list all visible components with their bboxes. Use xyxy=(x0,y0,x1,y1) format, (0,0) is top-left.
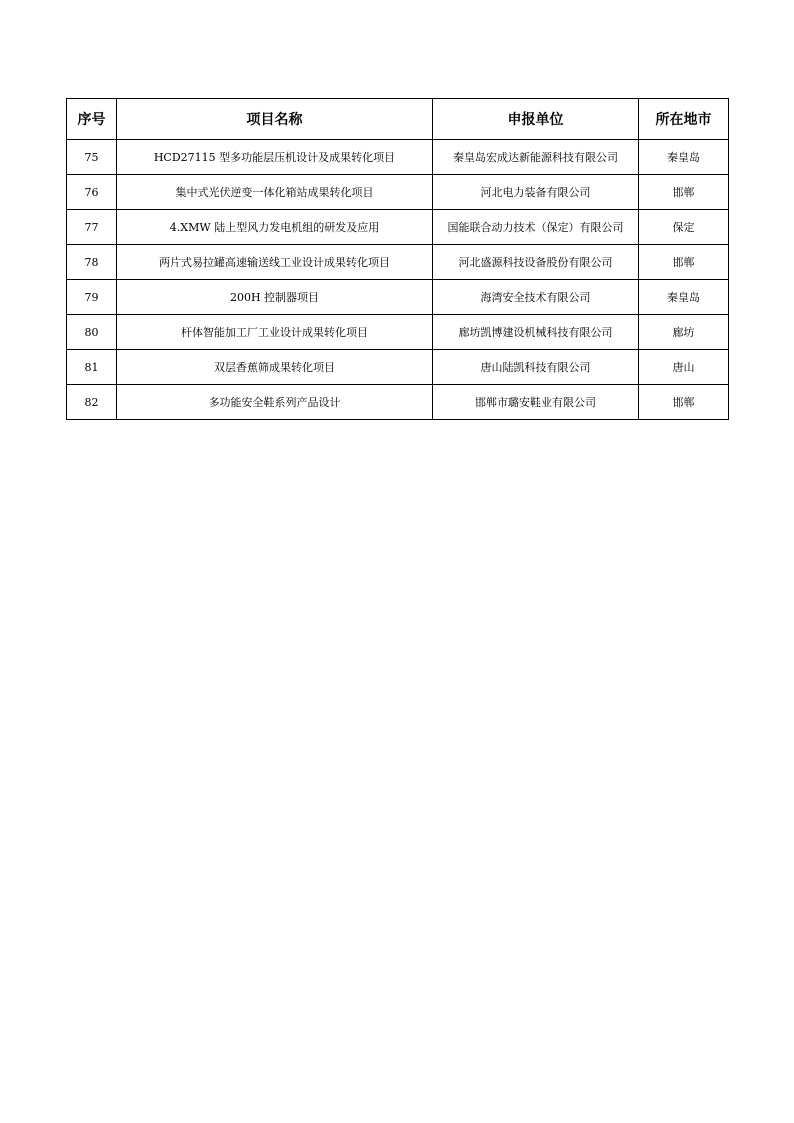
table-row xyxy=(67,210,729,245)
cell-unit: 海湾安全技术有限公司 xyxy=(433,280,639,315)
cell-project: 两片式易拉罐高速输送线工业设计成果转化项目 xyxy=(117,245,433,280)
table-row xyxy=(67,350,729,385)
cell-number: 82 xyxy=(67,385,117,420)
cell-unit: 河北电力装备有限公司 xyxy=(433,175,639,210)
cell-project: 多功能安全鞋系列产品设计 xyxy=(117,385,433,420)
cell-project: 双层香蕉筛成果转化项目 xyxy=(117,350,433,385)
cell-city: 邯郸 xyxy=(639,175,729,210)
header-row xyxy=(67,99,729,140)
table-header xyxy=(67,99,729,140)
cell-city: 邯郸 xyxy=(639,385,729,420)
cell-unit: 国能联合动力技术（保定）有限公司 xyxy=(433,210,639,245)
cell-unit: 秦皇岛宏成达新能源科技有限公司 xyxy=(433,140,639,175)
cell-unit: 邯郸市璐安鞋业有限公司 xyxy=(433,385,639,420)
cell-city: 秦皇岛 xyxy=(639,140,729,175)
cell-number: 79 xyxy=(67,280,117,315)
header-city: 所在地市 xyxy=(639,99,729,140)
cell-number: 81 xyxy=(67,350,117,385)
cell-number: 78 xyxy=(67,245,117,280)
cell-unit: 廊坊凯博建设机械科技有限公司 xyxy=(433,315,639,350)
cell-city: 秦皇岛 xyxy=(639,280,729,315)
header-number: 序号 xyxy=(67,99,117,140)
header-unit: 申报单位 xyxy=(433,99,639,140)
cell-city: 保定 xyxy=(639,210,729,245)
header-project: 项目名称 xyxy=(117,99,433,140)
cell-project: HCD27115 型多功能层压机设计及成果转化项目 xyxy=(117,140,433,175)
cell-project: 200H 控制器项目 xyxy=(117,280,433,315)
table-row xyxy=(67,385,729,420)
cell-number: 80 xyxy=(67,315,117,350)
cell-city: 邯郸 xyxy=(639,245,729,280)
cell-project: 杆体智能加工厂工业设计成果转化项目 xyxy=(117,315,433,350)
cell-city: 廊坊 xyxy=(639,315,729,350)
cell-number: 76 xyxy=(67,175,117,210)
projects-table xyxy=(66,98,729,420)
table-row xyxy=(67,175,729,210)
cell-number: 77 xyxy=(67,210,117,245)
table-row xyxy=(67,315,729,350)
cell-project: 4.XMW 陆上型风力发电机组的研发及应用 xyxy=(117,210,433,245)
table-row xyxy=(67,140,729,175)
table-row xyxy=(67,245,729,280)
cell-project: 集中式光伏逆变一体化箱站成果转化项目 xyxy=(117,175,433,210)
cell-city: 唐山 xyxy=(639,350,729,385)
cell-number: 75 xyxy=(67,140,117,175)
table-row xyxy=(67,280,729,315)
cell-unit: 唐山陆凯科技有限公司 xyxy=(433,350,639,385)
table-body xyxy=(67,140,729,420)
cell-unit: 河北盛源科技设备股份有限公司 xyxy=(433,245,639,280)
